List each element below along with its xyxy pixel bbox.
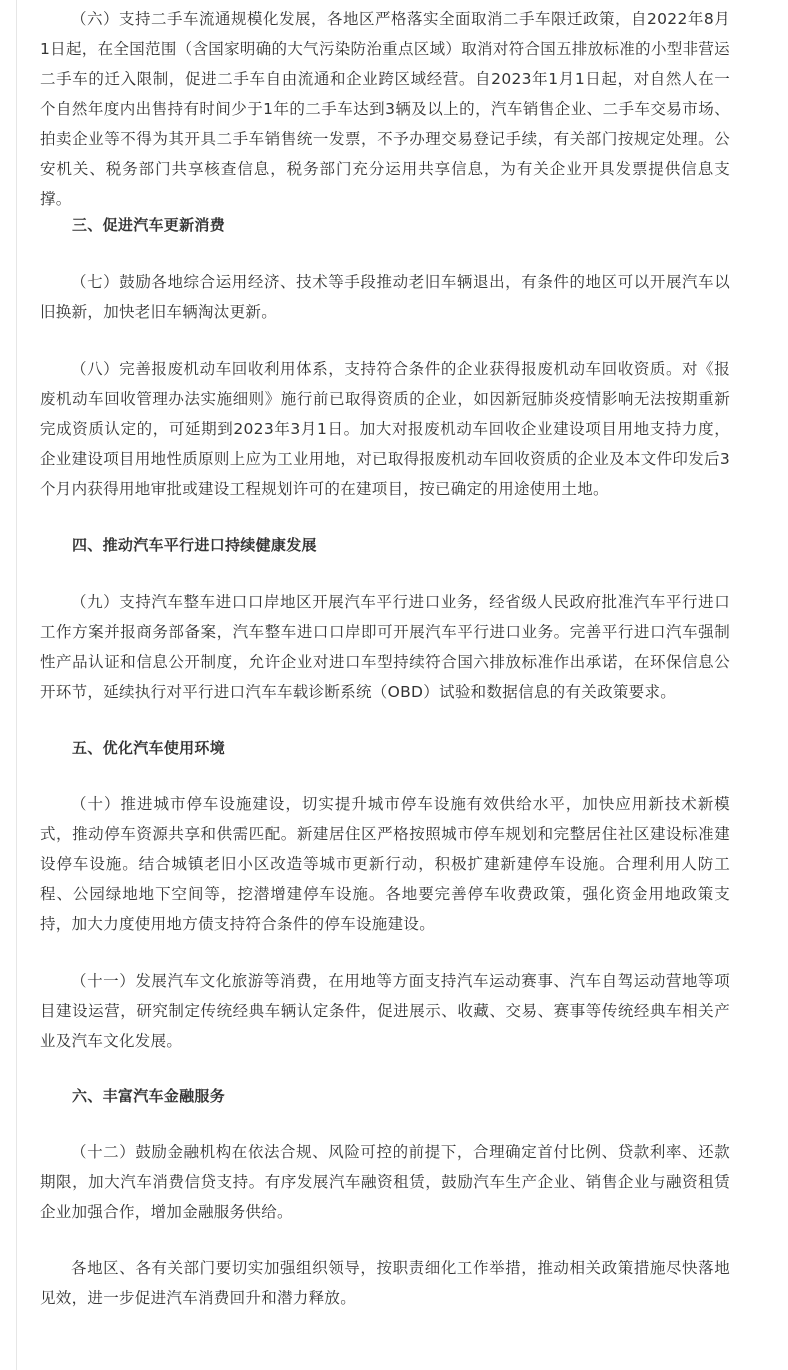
paragraph-item-8: （八）完善报废机动车回收利用体系，支持符合条件的企业获得报废机动车回收资质。对《报废机动车回收管理办法实施细则》施行前已取得资质的企业，如因新冠肺炎疫情影响无法按期重新完成资质认定的，可延期到2023年3月1日。加大对报废机动车回收企业建设项目用地支持力度，企业建设项目用地性质原则上应为工业用地，对已取得报废机动车回收资质的企业及本文件印发后3个月内获得用地审批或建设工程规划许可的在建项目，按已确定的用途使用土地。	[40, 360, 730, 498]
paragraph-item-9: （九）支持汽车整车进口口岸地区开展汽车平行进口业务，经省级人民政府批准汽车平行进口工作方案并报商务部备案，汽车整车进口口岸即可开展汽车平行进口业务。完善平行进口汽车强制性产品认证和信息公开制度，允许企业对进口车型持续符合国六排放标准作出承诺，在环保信息公开环节，延续执行对平行进口汽车车载诊断系统（OBD）试验和数据信息的有关政策要求。	[40, 593, 730, 701]
section-heading-4: 四、推动汽车平行进口持续健康发展	[72, 536, 317, 554]
paragraph-item-10: （十）推进城市停车设施建设，切实提升城市停车设施有效供给水平，加快应用新技术新模式，推动停车资源共享和供需匹配。新建居住区严格按照城市停车规划和完整居住社区建设标准建设停车设施。结合城镇老旧小区改造等城市更新行动，积极扩建新建停车设施。合理利用人防工程、公园绿地地下空间等，挖潜增建停车设施。各地要完善停车收费政策，强化资金用地政策支持，加大力度使用地方债支持符合条件的停车设施建设。	[40, 795, 730, 933]
section-heading-5: 五、优化汽车使用环境	[72, 739, 226, 757]
section-heading-3: 三、促进汽车更新消费	[72, 216, 226, 234]
paragraph-item-12: （十二）鼓励金融机构在依法合规、风险可控的前提下，合理确定首付比例、贷款利率、还款期限，加大汽车消费信贷支持。有序发展汽车融资租赁，鼓励汽车生产企业、销售企业与融资租赁企业加强合作，增加金融服务供给。	[40, 1143, 730, 1221]
paragraph-item-11: （十一）发展汽车文化旅游等消费，在用地等方面支持汽车运动赛事、汽车自驾运动营地等项目建设运营，研究制定传统经典车辆认定条件，促进展示、收藏、交易、赛事等传统经典车相关产业及汽车文化发展。	[40, 972, 730, 1050]
left-border-rule	[16, 0, 17, 1370]
closing-paragraph: 各地区、各有关部门要切实加强组织领导，按职责细化工作举措，推动相关政策措施尽快落地见效，进一步促进汽车消费回升和潜力释放。	[40, 1259, 730, 1307]
section-heading-6: 六、丰富汽车金融服务	[72, 1087, 226, 1105]
paragraph-item-6: （六）支持二手车流通规模化发展，各地区严格落实全面取消二手车限迁政策，自2022年8月1日起，在全国范围（含国家明确的大气污染防治重点区域）取消对符合国五排放标准的小型非营运二手车的迁入限制，促进二手车自由流通和企业跨区域经营。自2023年1月1日起，对自然人在一个自然年度内出售持有时间少于1年的二手车达到3辆及以上的，汽车销售企业、二手车交易市场、拍卖企业等不得为其开具二手车销售统一发票，不予办理交易登记手续，有关部门按规定处理。公安机关、税务部门共享核查信息，税务部门充分运用共享信息，为有关企业开具发票提供信息支撑。	[40, 10, 730, 208]
paragraph-item-7: （七）鼓励各地综合运用经济、技术等手段推动老旧车辆退出，有条件的地区可以开展汽车以旧换新，加快老旧车辆淘汰更新。	[40, 273, 730, 321]
